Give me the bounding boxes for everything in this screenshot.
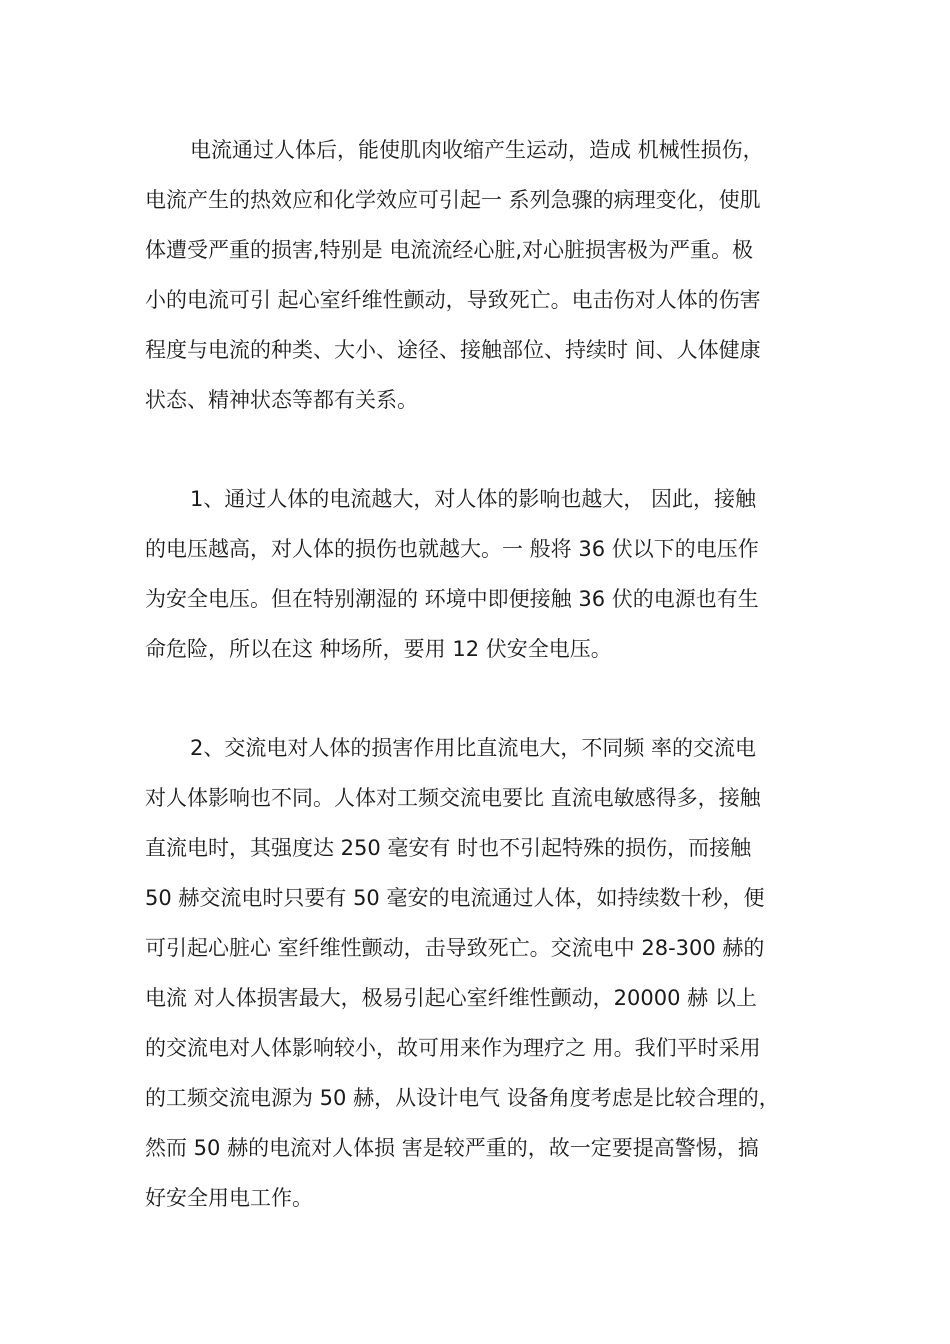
text-line: 程度与电流的种类、大小、途径、接触部位、持续时 间、人体健康 — [145, 338, 761, 362]
text-line: 为安全电压。但在特别潮湿的 环境中即便接触 36 伏的电源也有生 — [145, 587, 759, 611]
text-line: 命危险，所以在这 种场所，要用 12 伏安全电压。 — [145, 637, 612, 661]
text-line: 电流通过人体后，能使肌肉收缩产生运动，造成 机械性损伤， — [190, 138, 764, 162]
text-line: 的交流电对人体影响较小，故可用来作为理疗之 用。我们平时采用 — [145, 1036, 761, 1060]
text-line: 然而 50 赫的电流对人体损 害是较严重的，故一定要提高警惕，搞 — [145, 1136, 759, 1160]
text-line: 体遭受严重的损害,特别是 电流流经心脏,对心脏损害极为严重。极 — [145, 238, 754, 262]
text-line: 好安全用电工作。 — [145, 1186, 313, 1210]
text-line: 对人体影响也不同。人体对工频交流电要比 直流电敏感得多，接触 — [145, 786, 761, 810]
text-line: 小的电流可引 起心室纤维性颤动，导致死亡。电击伤对人体的伤害 — [145, 288, 761, 312]
text-line: 直流电时，其强度达 250 毫安有 时也不引起特殊的损伤，而接触 — [145, 836, 752, 860]
text-line: 的工频交流电源为 50 赫，从设计电气 设备角度考虑是比较合理的， — [145, 1086, 780, 1110]
text-line: 可引起心脏心 室纤维性颤动，击导致死亡。交流电中 28-300 赫的 — [145, 936, 765, 960]
text-line: 2、交流电对人体的损害作用比直流电大，不同频 率的交流电 — [190, 736, 757, 760]
text-line: 电流产生的热效应和化学效应可引起一 系列急骤的病理变化，使肌 — [145, 188, 761, 212]
text-line: 状态、精神状态等都有关系。 — [145, 388, 418, 412]
text-line: 电流 对人体损害最大，极易引起心室纤维性颤动，20000 赫 以上 — [145, 986, 757, 1010]
text-line: 50 赫交流电时只要有 50 毫安的电流通过人体，如持续数十秒，便 — [145, 886, 765, 910]
text-line: 的电压越高，对人体的损伤也就越大。一 般将 36 伏以下的电压作 — [145, 537, 759, 561]
text-line: 1、通过人体的电流越大，对人体的影响也越大， 因此，接触 — [190, 487, 757, 511]
